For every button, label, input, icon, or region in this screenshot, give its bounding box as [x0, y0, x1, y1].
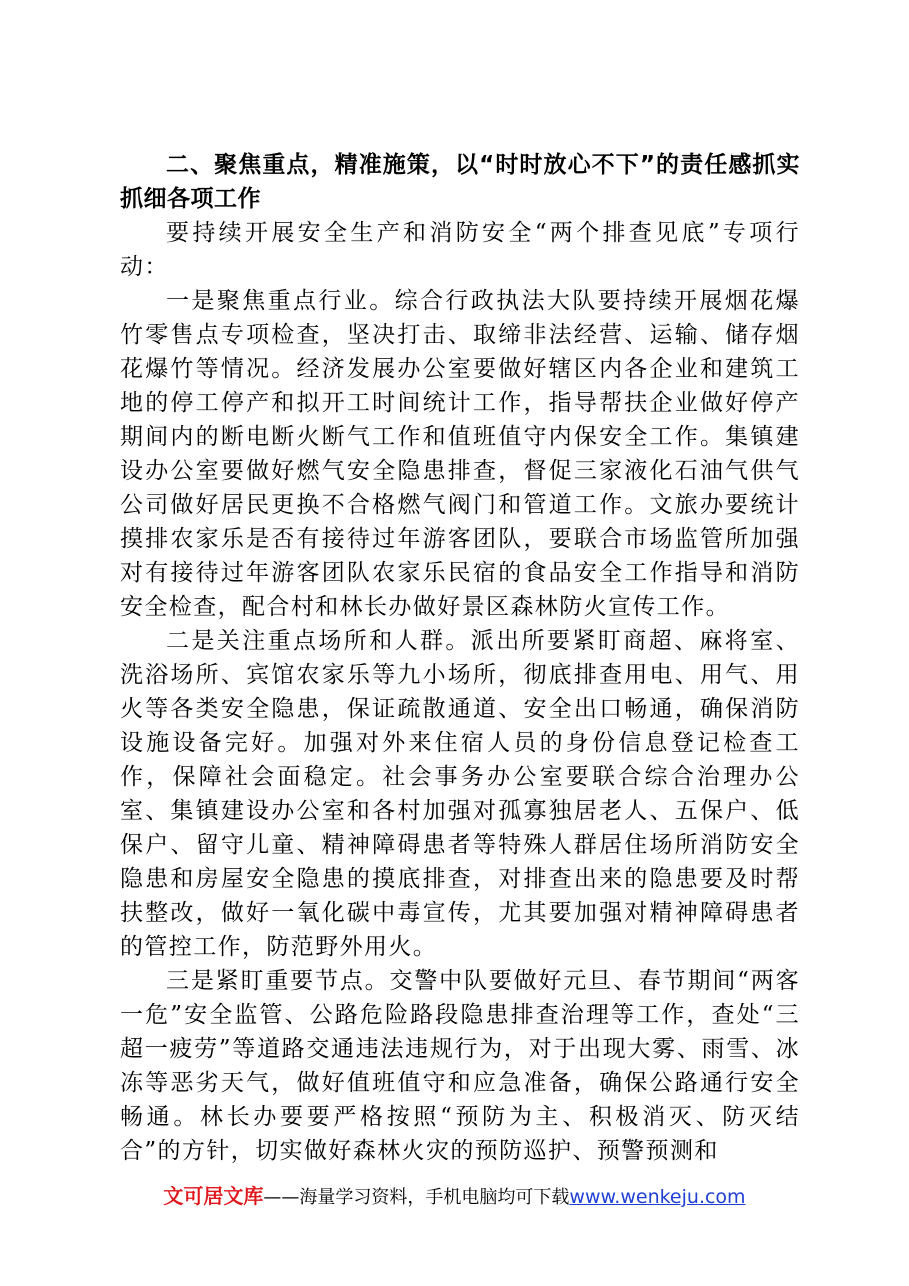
document-body: [120, 148, 800, 1168]
footer-site-link[interactable]: www.wenkeju.com: [569, 1186, 746, 1208]
intro-paragraph: 要持续开展安全生产和消防安全“两个排查见底”专项行动：: [120, 220, 800, 280]
paragraph-key-industries: 一是聚焦重点行业。综合行政执法大队要持续开展烟花爆竹零售点专项检查，坚决打击、取缔非法经营、运输、储存烟花爆竹等情况。经济发展办公室要做好辖区内各企业和建筑工地的停工停产和拟开工时间统计工作，指导帮扶企业做好停产期间内的断电断火断气工作和值班值守内保安全工作。集镇建设办公室要做好燃气安全隐患排查，督促三家液化石油气供气公司做好居民更换不合格燃气阀门和管道工作。文旅办要统计摸排农家乐是否有接待过年游客团队，要联合市场监管所加强对有接待过年游客团队农家乐民宿的食品安全工作指导和消防安全检查，配合村和林长办做好景区森林防火宣传工作。: [120, 288, 800, 620]
page-footer: [0, 1183, 909, 1211]
footer-tagline: ——海量学习资料，手机电脑均可下载: [263, 1187, 570, 1208]
paragraph-key-places: 二是关注重点场所和人群。派出所要紧盯商超、麻将室、洗浴场所、宾馆农家乐等九小场所，彻底排查用电、用气、用火等各类安全隐患，保证疏散通道、安全出口畅通，确保消防设施设备完好。加强对外来住宿人员的身份信息登记检查工作，保障社会面稳定。社会事务办公室要联合综合治理办公室、集镇建设办公室和各村加强对孤寡独居老人、五保户、低保户、留守儿童、精神障碍患者等特殊人群居住场所消防安全隐患和房屋安全隐患的摸底排查，对排查出来的隐患要及时帮扶整改，做好一氧化碳中毒宣传，尤其要加强对精神障碍患者的管控工作，防范野外用火。: [120, 628, 800, 960]
section-heading: 二、聚焦重点，精准施策，以“时时放心不下”的责任感抓实抓细各项工作: [120, 152, 800, 212]
footer-brand: 文可居文库: [163, 1184, 264, 1208]
paragraph-key-nodes: 三是紧盯重要节点。交警中队要做好元旦、春节期间“两客一危”安全监管、公路危险路段隐患排查治理等工作，查处“三超一疲劳”等道路交通违法违规行为，对于出现大雾、雨雪、冰冻等恶劣天气，做好值班值守和应急准备，确保公路通行安全畅通。林长办要要严格按照“预防为主、积极消灭、防灭结合”的方针，切实做好森林火灾的预防巡护、预警预测和: [120, 968, 800, 1164]
